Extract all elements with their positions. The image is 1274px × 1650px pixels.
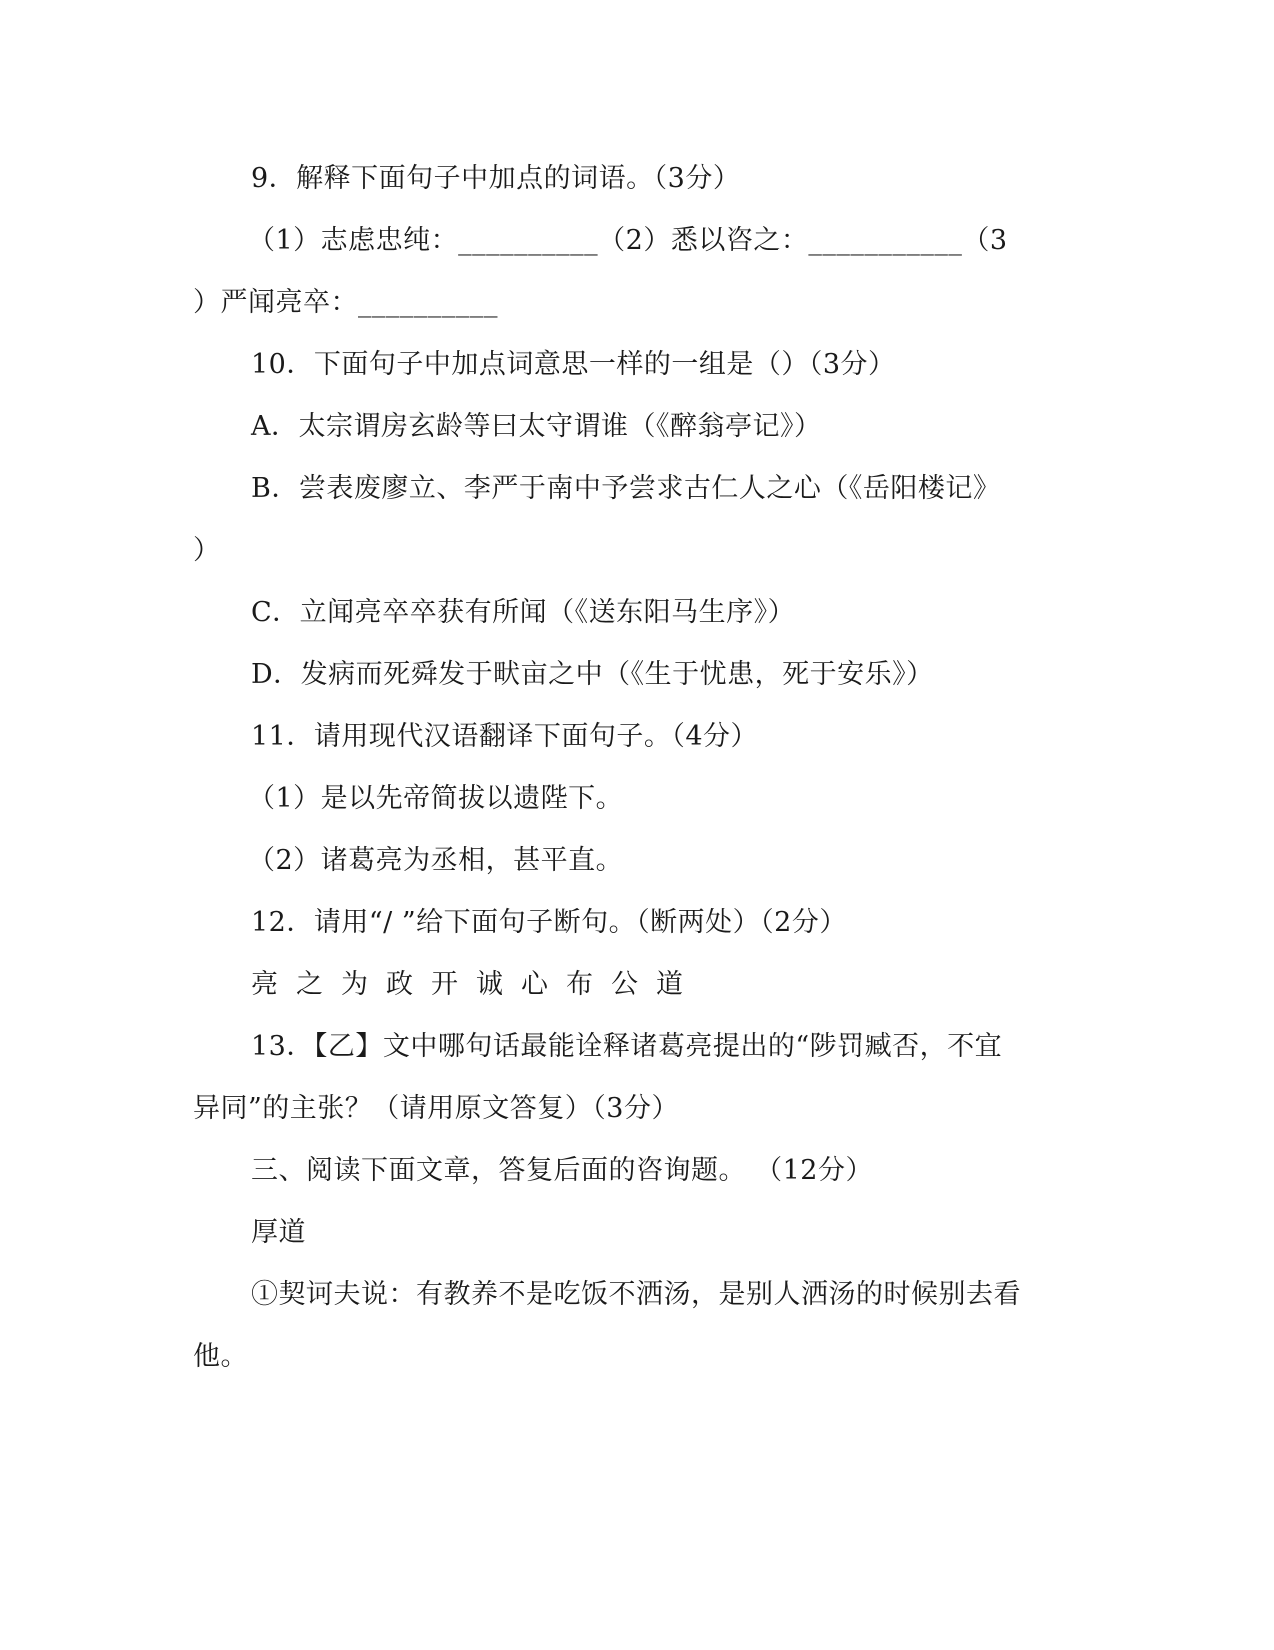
option-d: D．发病而死舜发于畎亩之中（《生于忧患，死于安乐》） bbox=[251, 659, 934, 690]
article-title: 厚道 bbox=[251, 1217, 306, 1248]
option-b-cont: ） bbox=[193, 535, 221, 566]
paragraph-1-cont: 他。 bbox=[193, 1341, 248, 1372]
question-12: 12．请用“/ ”给下面句子断句。（断两处）（2分） bbox=[251, 907, 847, 938]
option-a: A．太宗谓房玄龄等曰太守谓谁（《醉翁亭记》） bbox=[251, 411, 822, 442]
question-11-item-2: （2）诸葛亮为丞相，甚平直。 bbox=[248, 845, 624, 876]
question-11-item-1: （1）是以先帝简拔以遗陛下。 bbox=[248, 783, 624, 814]
question-12-sentence: 亮之为政开诚心布公道 bbox=[251, 969, 701, 1000]
question-9: 9．解释下面句子中加点的词语。（3分） bbox=[251, 163, 741, 194]
section-3-heading: 三、阅读下面文章，答复后面的咨询题。 （12分） bbox=[251, 1155, 873, 1186]
paragraph-1: ①契诃夫说：有教养不是吃饭不洒汤，是别人洒汤的时候别去看 bbox=[251, 1279, 1021, 1310]
option-b: B．尝表废廖立、李严于南中予尝求古仁人之心（《岳阳楼记》 bbox=[251, 473, 1001, 504]
question-13: 13．【乙】文中哪句话最能诠释诸葛亮提出的“陟罚臧否，不宜 bbox=[251, 1031, 1003, 1062]
question-9-items: （1）志虑忠纯：__________（2）悉以咨之：___________（3 bbox=[248, 225, 1008, 256]
question-9-items-cont: ）严闻亮卒：__________ bbox=[193, 287, 498, 318]
question-10: 10．下面句子中加点词意思一样的一组是（）（3分） bbox=[251, 349, 896, 380]
question-13-cont: 异同”的主张？（请用原文答复）（3分） bbox=[193, 1093, 679, 1124]
question-11: 11．请用现代汉语翻译下面句子。（4分） bbox=[251, 721, 759, 752]
option-c: C．立闻亮卒卒获有所闻（《送东阳马生序》） bbox=[251, 597, 796, 628]
